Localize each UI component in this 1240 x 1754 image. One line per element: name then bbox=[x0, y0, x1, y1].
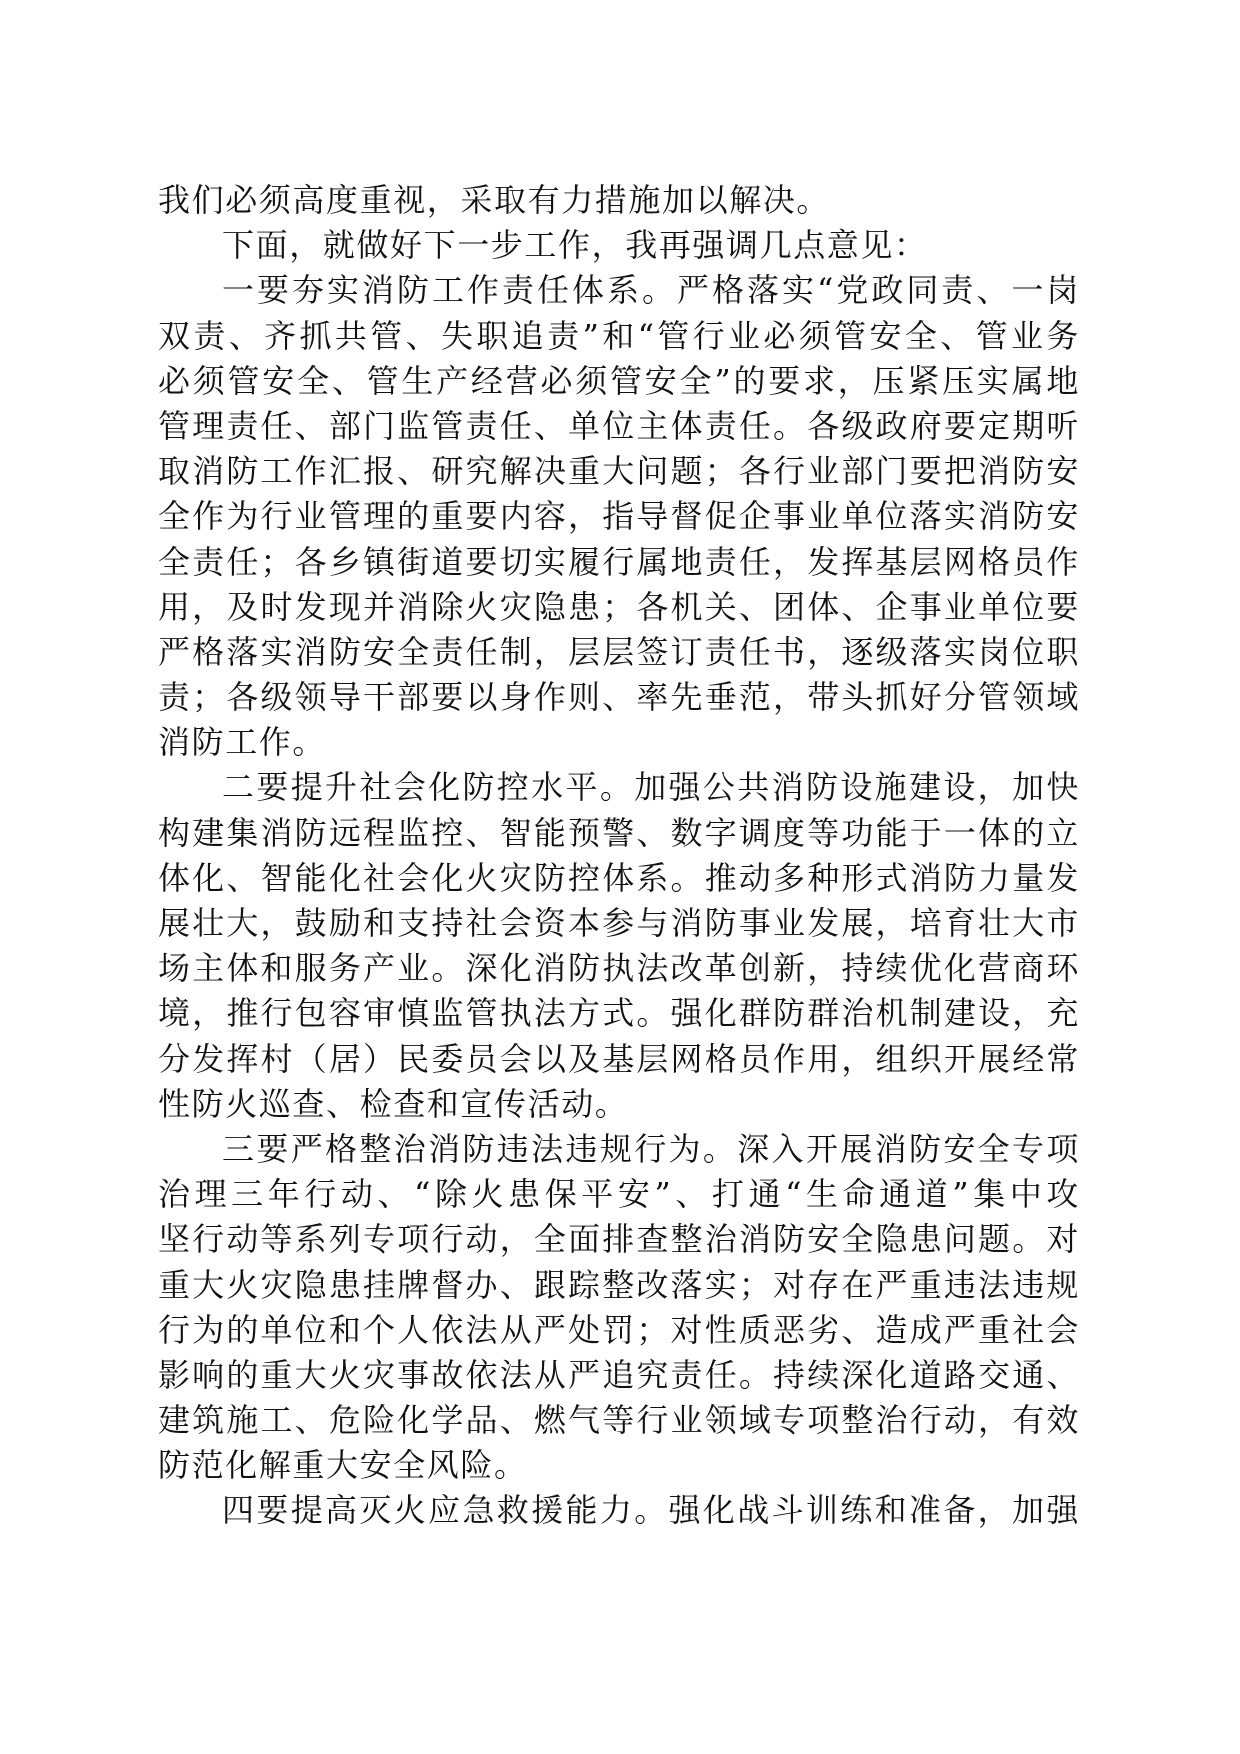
text-line: 建筑施工、危险化学品、燃气等行业领域专项整治行动，有效 bbox=[158, 1401, 1080, 1440]
document-body bbox=[158, 178, 1080, 1534]
text-line: 治理三年行动、“除火患保平安”、打通“生命通道”集中攻 bbox=[158, 1175, 1080, 1214]
text-line: 构建集消防远程监控、智能预警、数字调度等功能于一体的立 bbox=[158, 813, 1080, 852]
text-line: 分发挥村（居）民委员会以及基层网格员作用，组织开展经常 bbox=[158, 1039, 1080, 1078]
text-line: 我们必须高度重视，采取有力措施加以解决。 bbox=[158, 181, 831, 219]
text-line: 性防火巡查、检查和宣传活动。 bbox=[158, 1084, 629, 1123]
text-line: 展壮大，鼓励和支持社会资本参与消防事业发展，培育壮大市 bbox=[158, 904, 1080, 942]
text-line: 防范化解重大安全风险。 bbox=[158, 1446, 528, 1485]
text-line: 坚行动等系列专项行动，全面排查整治消防安全隐患问题。对 bbox=[158, 1220, 1080, 1259]
text-line: 责；各级领导干部要以身作则、率先垂范，带头抓好分管领域 bbox=[158, 678, 1080, 717]
text-line: 四要提高灭火应急救援能力。强化战斗训练和准备，加强 bbox=[222, 1491, 1080, 1530]
text-line: 消防工作。 bbox=[158, 723, 327, 762]
text-line: 用，及时发现并消除火灾隐患；各机关、团体、企事业单位要 bbox=[158, 587, 1080, 626]
text-line: 全作为行业管理的重要内容，指导督促企事业单位落实消防安 bbox=[158, 497, 1080, 536]
text-line: 三要严格整治消防违法违规行为。深入开展消防安全专项 bbox=[222, 1129, 1080, 1168]
text-line: 重大火灾隐患挂牌督办、跟踪整改落实；对存在严重违法违规 bbox=[158, 1265, 1080, 1304]
text-line: 境，推行包容审慎监管执法方式。强化群防群治机制建设，充 bbox=[158, 994, 1080, 1033]
text-line: 全责任；各乡镇街道要切实履行属地责任，发挥基层网格员作 bbox=[158, 542, 1080, 581]
text-line: 二要提升社会化防控水平。加强公共消防设施建设，加快 bbox=[222, 768, 1080, 807]
text-line: 下面，就做好下一步工作，我再强调几点意见： bbox=[222, 226, 928, 265]
text-line: 必须管安全、管生产经营必须管安全”的要求，压紧压实属地 bbox=[158, 361, 1080, 400]
text-line: 行为的单位和个人依法从严处罚；对性质恶劣、造成严重社会 bbox=[158, 1310, 1080, 1349]
text-line: 一要夯实消防工作责任体系。严格落实“党政同责、一岗 bbox=[222, 271, 1080, 310]
text-line: 管理责任、部门监管责任、单位主体责任。各级政府要定期听 bbox=[158, 406, 1080, 445]
text-line: 双责、齐抓共管、失职追责”和“管行业必须管安全、管业务 bbox=[158, 316, 1080, 355]
text-line: 取消防工作汇报、研究解决重大问题；各行业部门要把消防安 bbox=[158, 452, 1080, 491]
text-line: 体化、智能化社会化火灾防控体系。推动多种形式消防力量发 bbox=[158, 858, 1080, 897]
text-line: 影响的重大火灾事故依法从严追究责任。持续深化道路交通、 bbox=[158, 1355, 1080, 1394]
text-line: 场主体和服务产业。深化消防执法改革创新，持续优化营商环 bbox=[158, 949, 1080, 988]
text-line: 严格落实消防安全责任制，层层签订责任书，逐级落实岗位职 bbox=[158, 632, 1080, 671]
